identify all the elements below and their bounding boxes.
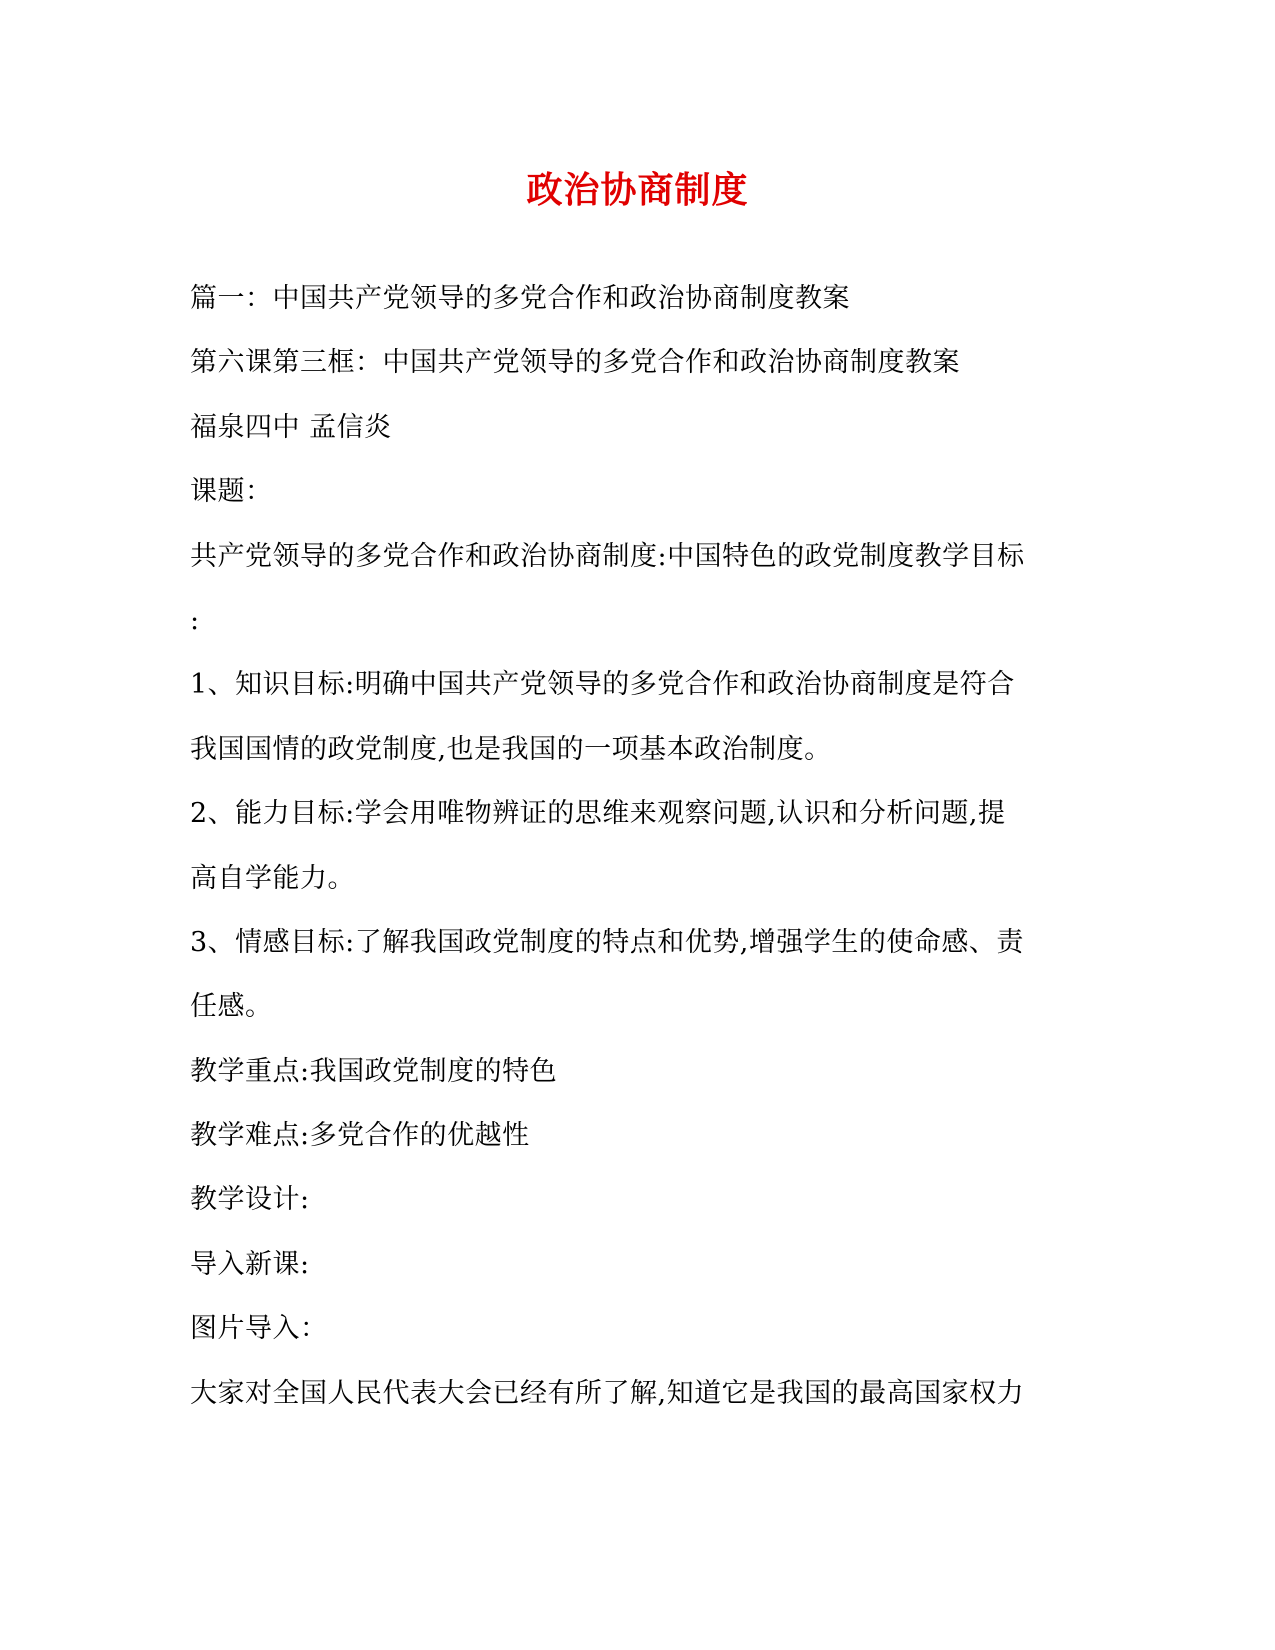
text-line: 大家对全国人民代表大会已经有所了解,知道它是我国的最高国家权力 <box>190 1377 1025 1409</box>
text-line: 图片导入： <box>190 1313 328 1345</box>
text-line: 导入新课: <box>190 1248 310 1280</box>
text-line: 第六课第三框：中国共产党领导的多党合作和政治协商制度教案 <box>190 347 960 379</box>
text-line: 1、知识目标:明确中国共产党领导的多党合作和政治协商制度是符合 <box>190 669 1015 701</box>
document-body <box>190 283 1090 1442</box>
text-line: 教学难点:多党合作的优越性 <box>190 1120 530 1152</box>
text-line: 高自学能力。 <box>190 862 355 894</box>
text-line: 篇一：中国共产党领导的多党合作和政治协商制度教案 <box>190 283 850 314</box>
text-line: 教学重点:我国政党制度的特色 <box>190 1055 558 1087</box>
text-line: : <box>190 604 200 636</box>
text-line: 我国国情的政党制度,也是我国的一项基本政治制度。 <box>190 733 832 765</box>
text-line: 福泉四中 孟信炎 <box>190 411 392 443</box>
text-line: 课题： <box>190 476 273 508</box>
text-line: 共产党领导的多党合作和政治协商制度:中国特色的政党制度教学目标 <box>190 540 1025 572</box>
document-title: 政治协商制度 <box>526 169 749 211</box>
text-line: 任感。 <box>190 991 273 1023</box>
text-line: 教学设计: <box>190 1184 310 1216</box>
text-line: 2、能力目标:学会用唯物辨证的思维来观察问题,认识和分析问题,提 <box>190 798 1006 830</box>
text-line: 3、情感目标:了解我国政党制度的特点和优势,增强学生的使命感、责 <box>190 926 1024 958</box>
